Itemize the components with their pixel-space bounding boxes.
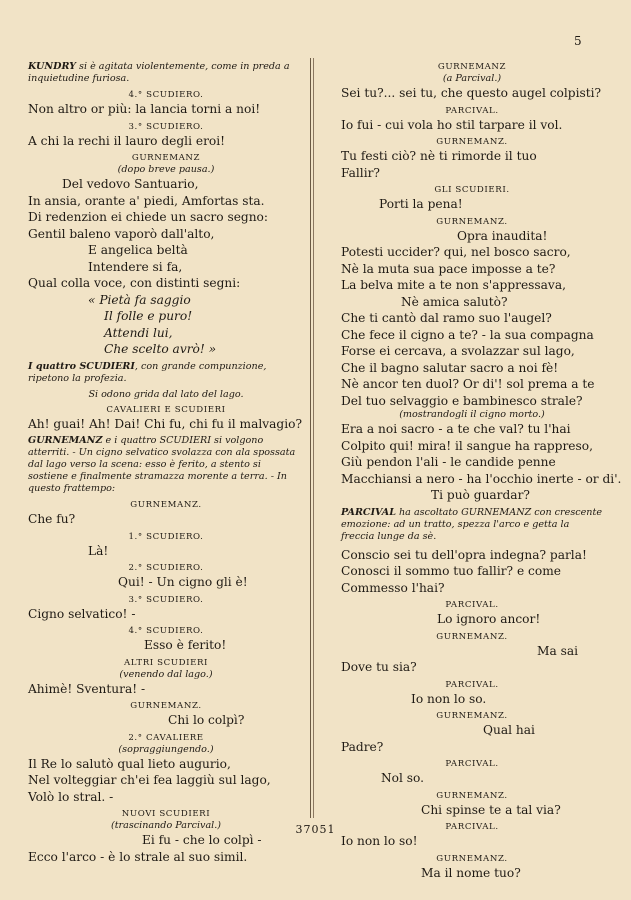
speaker-name: 3.° SCUDIERO. (128, 121, 204, 132)
verse-line: Conosci il sommo tuo fallir? e come (341, 564, 561, 578)
stage-direction (28, 361, 304, 385)
verse-line: Forse ei cercava, a svolazzar sul lago, (341, 344, 575, 358)
speaker-name: ALTRI SCUDIERI (123, 657, 209, 668)
verse-line: Di redenzion ei chiede un sacro segno: (28, 210, 269, 224)
verse-line: Che il bagno salutar sacro a noi fè! (341, 360, 559, 375)
speaker-name: 1.° SCUDIERO. (128, 531, 204, 542)
speaker-name: PARCIVAL. (445, 600, 499, 610)
verse-line: Io non lo so! (341, 834, 418, 848)
speaker-name: GURNEMANZ (437, 62, 507, 72)
verse-line: « Pietà fa saggio (88, 292, 191, 307)
speaker-name: GURNEMANZ. (130, 701, 202, 711)
verse-line: Chi spinse te a tal via? (421, 802, 561, 817)
verse-line: Che fu? (28, 512, 76, 526)
speaker-name: 3.° SCUDIERO. (128, 594, 204, 605)
verse-line: Esso è ferito! (144, 638, 227, 652)
verse-line: Il folle e puro! (104, 309, 193, 323)
verse-line: Macchiansi a nero - ha l'occhio inerte - or di'. (341, 471, 622, 486)
verse-line: Che scelto avrò! » (104, 342, 217, 356)
verse-line: Ei fu - che lo colpì - (142, 833, 262, 847)
column-divider-inner (313, 58, 314, 818)
verse-line: Del tuo selvaggio e bambinesco strale? (341, 393, 583, 408)
speaker-name: GURNEMANZ. (436, 853, 508, 864)
stage-direction: (mostrandogli il cigno morto.) (399, 409, 545, 420)
speaker-name: PARCIVAL. (445, 822, 499, 832)
speaker-name: PARCIVAL. (445, 759, 499, 769)
verse-line: Potesti uccider? qui, nel bosco sacro, (341, 245, 571, 259)
verse-line: Sei tu?... sei tu, che questo augel colpisti? (341, 86, 602, 100)
speaker-name: PARCIVAL. (445, 679, 499, 690)
speaker-name: GURNEMANZ. (130, 500, 202, 510)
verse-line: Ma il nome tuo? (421, 865, 521, 880)
verse-line: Qual hai (483, 723, 535, 737)
catalog-number: 37051 (295, 823, 336, 836)
verse-line: Gentil baleno vaporò dall'alto, (28, 226, 215, 241)
verse-line: Porti la pena! (379, 197, 463, 211)
stage-direction (28, 435, 304, 495)
verse-line: Nè la muta sua pace imposse a te? (341, 261, 556, 276)
verse-line: Fallir? (341, 165, 380, 180)
verse-line: Volò lo stral. - (28, 789, 114, 804)
stage-direction: Si odono grida dal lato del lago. (88, 388, 244, 400)
stage-direction: (venendo dal lago.) (119, 668, 213, 680)
right-column (341, 58, 622, 881)
verse-line: Non altro or più: la lancia torni a noi! (28, 102, 261, 116)
verse-line: Nel volteggiar ch'ei fea laggiù sul lago, (28, 773, 271, 787)
verse-line: In ansia, orante a' piedi, Amfortas sta. (28, 193, 265, 208)
speaker-name: 2.° SCUDIERO. (128, 563, 204, 573)
stage-direction: (a Parcival.) (442, 73, 502, 84)
speaker-name: 4.° SCUDIERO. (128, 90, 204, 100)
speaker-name: 4.° SCUDIERO. (128, 626, 204, 636)
speaker-name: PARCIVAL. (445, 105, 499, 116)
character-name: KUNDRY (28, 61, 76, 72)
verse-line: Intendere si fa, (88, 259, 183, 274)
verse-line: Chi lo colpì? (168, 713, 245, 727)
verse-line: Opra inaudita! (457, 228, 548, 243)
verse-line: Ecco l'arco - è lo strale al suo simil. (28, 849, 248, 864)
stage-direction (341, 507, 603, 543)
speaker-name: GURNEMANZ. (436, 711, 508, 721)
verse-line: Conscio sei tu dell'opra indegna? parla! (341, 547, 587, 562)
verse-line: Giù pendon l'ali - le candide penne (341, 455, 556, 469)
speaker-name: 2.° CAVALIERE (128, 732, 204, 743)
speaker-name: GURNEMANZ. (436, 137, 508, 147)
character-name: PARCIVAL (341, 506, 396, 518)
verse-line: Padre? (341, 739, 384, 754)
verse-line: Ahimè! Sventura! - (28, 681, 146, 696)
verse-line: Lo ignoro ancor! (437, 612, 541, 626)
left-column (28, 58, 304, 865)
verse-line: Nè amica salutò? (401, 294, 508, 309)
speaker-name: NUOVI SCUDIERI (121, 809, 211, 819)
speaker-name: GURNEMANZ. (436, 790, 508, 801)
stage-direction (28, 61, 304, 85)
page-number: 5 (574, 34, 582, 48)
verse-line: Che ti cantò dal ramo suo l'augel? (341, 311, 552, 325)
direction-text: e i quattro SCUDIERI si volgono atterriti. - Un cigno selvatico svolazza con ala spossata dal lago verso la scena: esso è ferito, a stento si sostiene e finalmente stramazza morente a terra. - In questo frattempo: (28, 435, 296, 494)
verse-line: Tu festi ciò? nè ti rimorde il tuo (341, 149, 537, 163)
verse-line: Là! (88, 543, 109, 558)
verse-line: Nol so. (381, 771, 425, 785)
verse-line: Nè ancor ten duol? Or di'! sol prema a te (341, 377, 595, 391)
column-divider (310, 58, 311, 818)
verse-line: Che fece il cigno a te? - la sua compagna (341, 327, 594, 342)
stage-direction: (sopraggiungendo.) (118, 743, 214, 755)
verse-line: Del vedovo Santuario, (62, 177, 199, 191)
verse-line: Io fui - cui vola ho stil tarpare il vol. (341, 117, 563, 132)
verse-line: Ah! guai! Ah! Dai! Chi fu, chi fu il malvagio? (28, 416, 302, 431)
verse-line: Io non lo so. (411, 691, 487, 706)
verse-line: Commesso l'hai? (341, 580, 445, 595)
speaker-name: GURNEMANZ. (436, 216, 508, 227)
character-name: GURNEMANZ (28, 435, 103, 446)
verse-line: Qui! - Un cigno gli è! (118, 575, 248, 589)
verse-line: A chi la rechi il lauro degli eroi! (28, 133, 226, 148)
verse-line: Attendi lui, (104, 325, 173, 340)
verse-line: Colpito qui! mira! il sangue ha rappreso, (341, 438, 593, 453)
speaker-name: CAVALIERI E SCUDIERI (106, 404, 226, 415)
verse-line: Dove tu sia? (341, 660, 417, 674)
verse-line: E angelica beltà (88, 243, 188, 257)
character-name: I quattro SCUDIERI (28, 360, 135, 372)
direction-text: si è agitata violentemente, come in preda a inquietudine furiosa. (28, 61, 290, 84)
verse-line: Qual colla voce, con distinti segni: (28, 276, 241, 290)
verse-line: La belva mite a te non s'appressava, (341, 278, 566, 292)
stage-direction: (dopo breve pausa.) (117, 164, 215, 175)
verse-line: Ma sai (537, 643, 579, 658)
direction-text: , con grande compunzione, ripetono la profezia. (28, 360, 267, 384)
direction-text: ha ascoltato GURNEMANZ con crescente emozione: ad un tratto, spezza l'arco e getta la freccia lunge da sè. (341, 506, 602, 542)
speaker-name: GLI SCUDIERI. (434, 185, 510, 195)
verse-line: Il Re lo salutò qual lieto augurio, (28, 756, 231, 771)
speaker-name: GURNEMANZ. (436, 631, 508, 642)
speaker-name: GURNEMANZ (131, 153, 201, 163)
stage-direction: (trascinando Parcival.) (110, 820, 222, 831)
verse-line: Cigno selvatico! - (28, 606, 136, 621)
verse-line: Ti può guardar? (431, 488, 530, 502)
verse-line: Era a noi sacro - a te che val? tu l'hai (341, 422, 571, 436)
